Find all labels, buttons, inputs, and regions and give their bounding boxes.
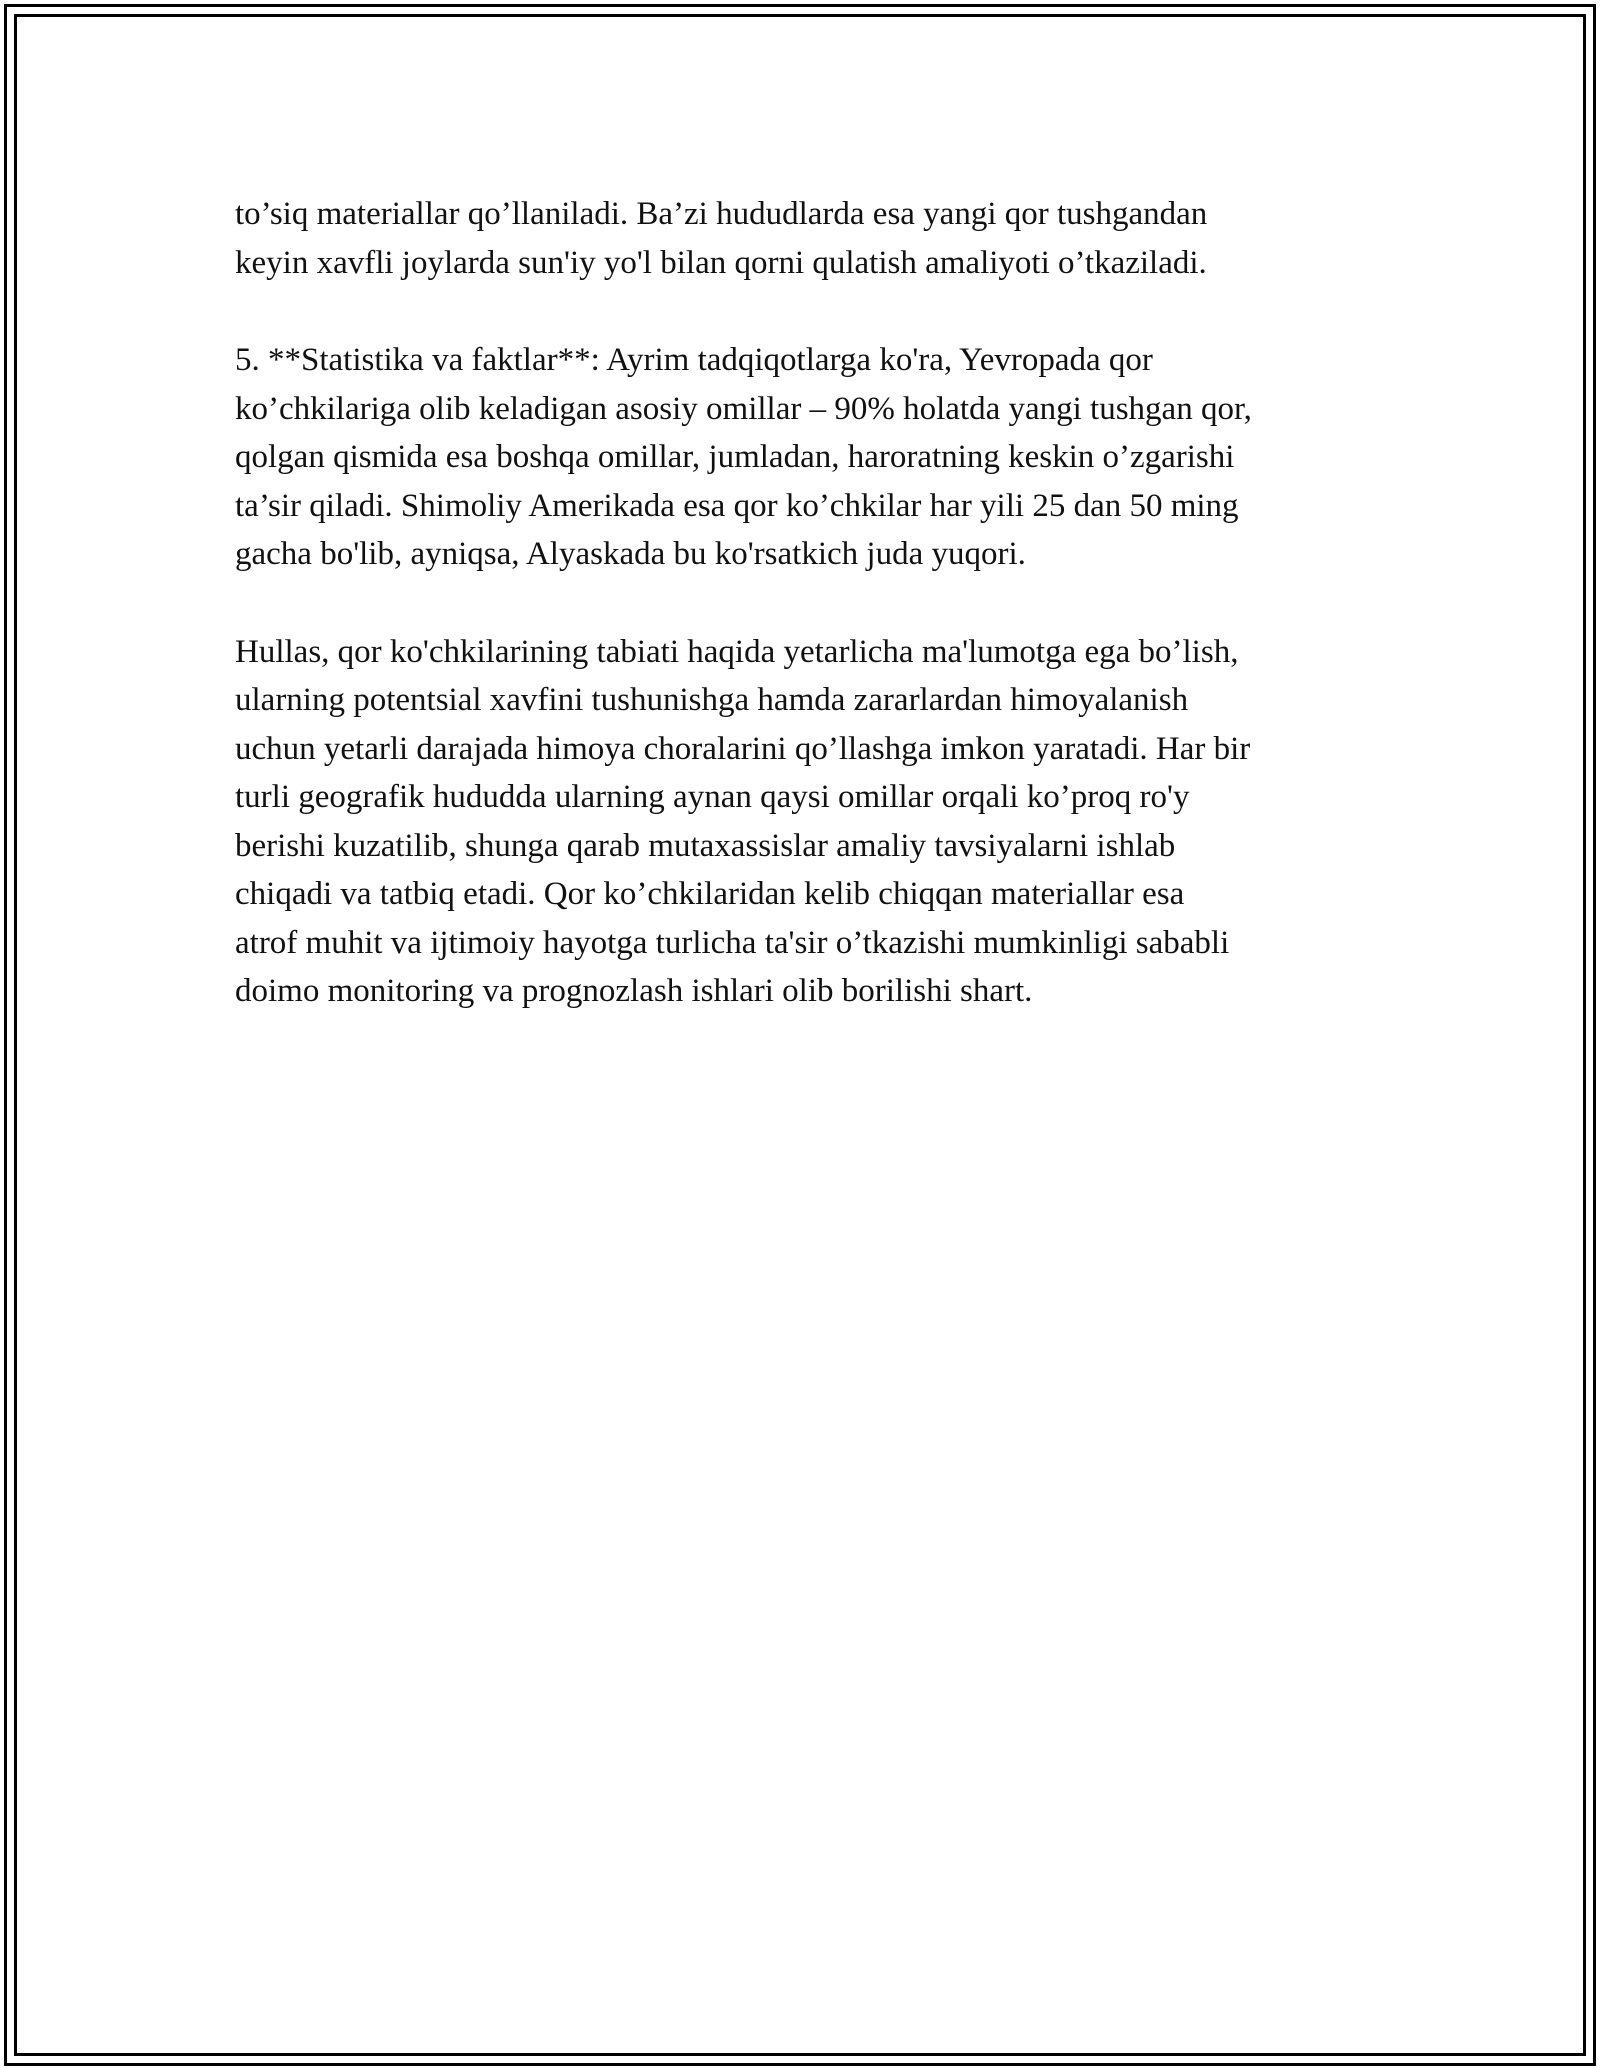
paragraph-conclusion: Hullas, qor ko'chkilarining tabiati haqida yetarlicha ma'lumotga ega bo’lish, ularning potentsial xavfini tushunishga hamda zararlardan himoyalanish uchun yetarli darajada himoya choralarini qo’llashga imkon yaratadi. Har bir turli geografik hududda ularning aynan qaysi omillar orqali ko’proq ro'y berishi kuzatilib, shunga qarab mutaxassislar amaliy tavsiyalarni ishlab chiqadi va tatbiq etadi. Qor ko’chkilaridan kelib chiqqan materiallar esa atrof muhit va ijtimoiy hayotga turlicha ta'sir o’tkazishi mumkinligi sababli doimo monitoring va prognozlash ishlari olib borilishi shart. xyxy=(235,633,1251,1009)
paragraph-statistics-facts: 5. **Statistika va faktlar**: Ayrim tadqiqotlarga ko'ra, Yevropada qor ko’chkilariga olib keladigan asosiy omillar – 90% holatda yangi tushgan qor, qolgan qismida esa boshqa omillar, jumladan, haroratning keskin o’zgarishi ta’sir qiladi. Shimoliy Amerikada esa qor ko’chkilar har yili 25 dan 50 ming gacha bo'lib, ayniqsa, Alyaskada bu ko'rsatkich juda yuqori. xyxy=(235,342,1252,572)
paragraph-continuation: to’siq materiallar qo’llaniladi. Ba’zi hududlarda esa yangi qor tushgandan keyin xavfli joylarda sun'iy yo'l bilan qorni qulatish amaliyoti o’tkaziladi. xyxy=(235,196,1208,281)
document-body xyxy=(235,190,1375,1065)
